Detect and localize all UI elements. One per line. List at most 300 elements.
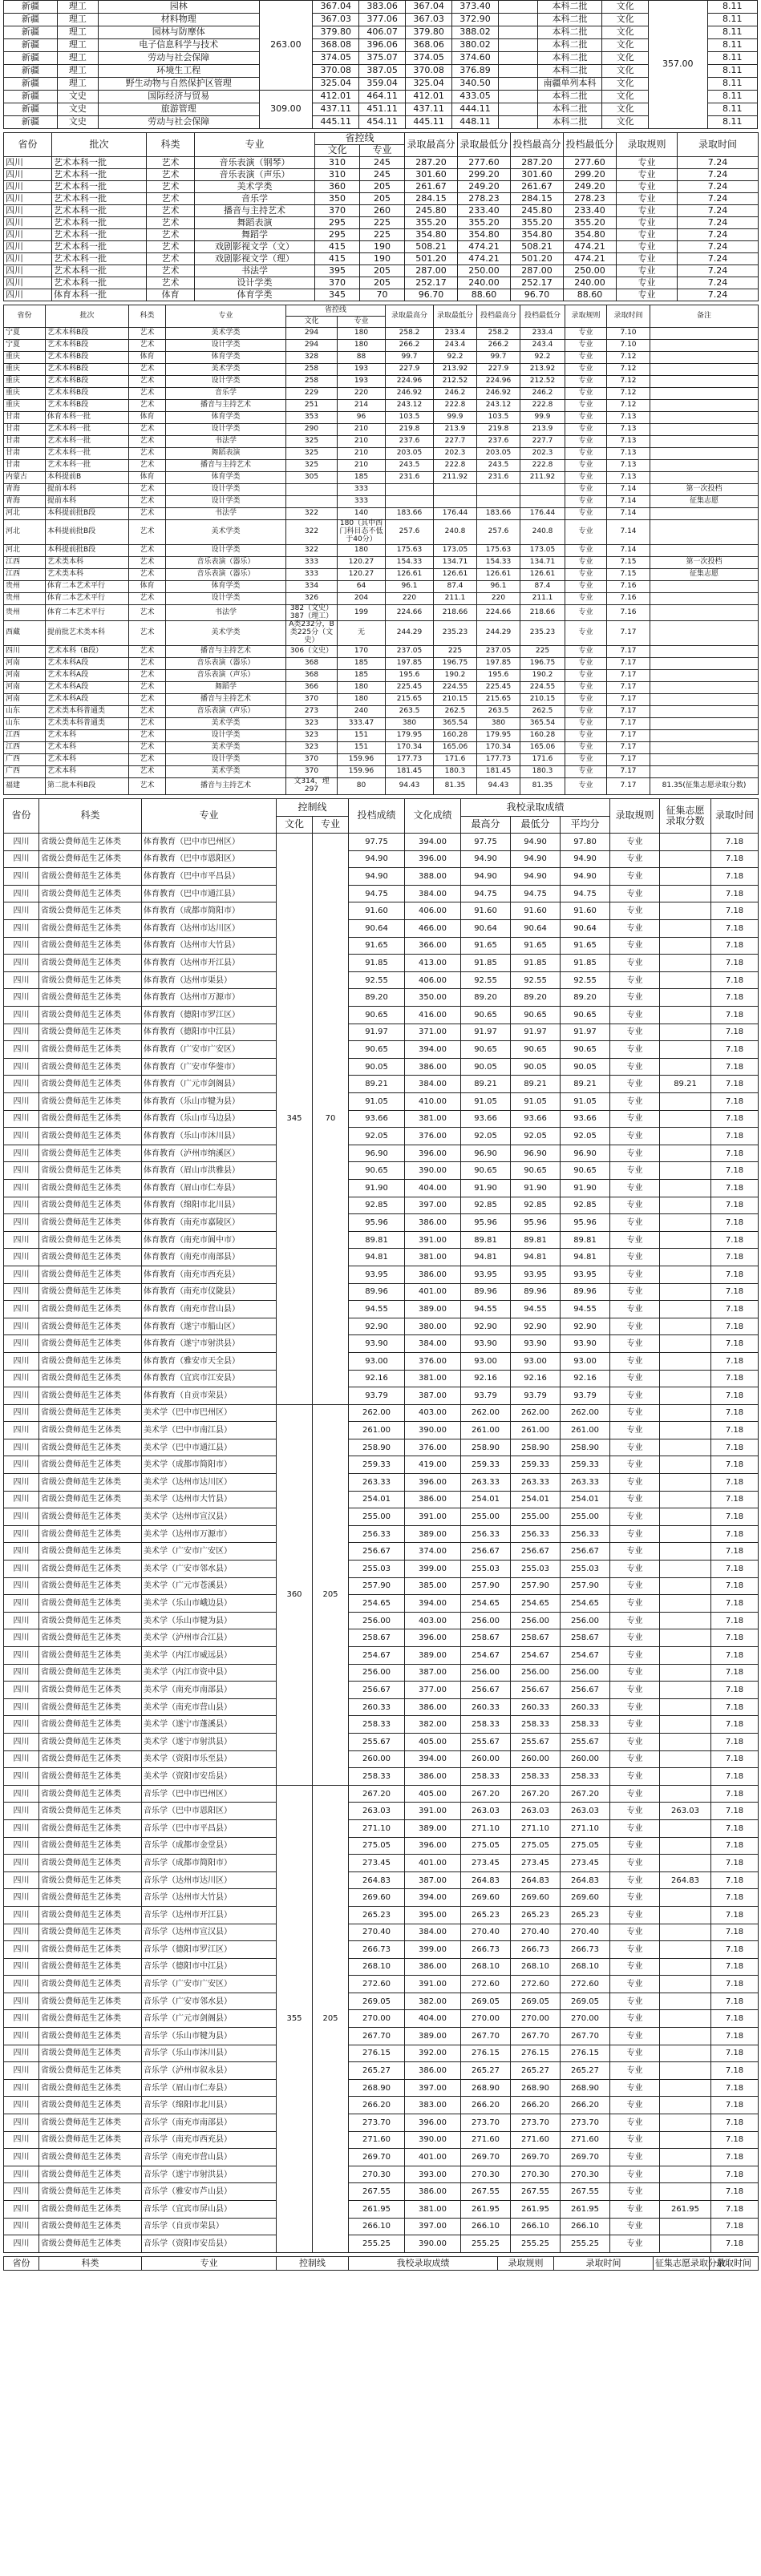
cell-category: 省级公费师范生艺体类 bbox=[39, 1612, 142, 1629]
cell-culture-score: 419.00 bbox=[405, 1456, 461, 1474]
cell-submit-min: 474.21 bbox=[564, 241, 617, 253]
cell-min: 93.00 bbox=[511, 1352, 561, 1370]
cell-province: 四川 bbox=[4, 1007, 39, 1024]
cell-culture: 368 bbox=[286, 658, 338, 670]
cell-supplement bbox=[660, 1698, 711, 1716]
cell-min: 256.00 bbox=[511, 1612, 561, 1629]
cell-time: 7.13 bbox=[607, 424, 650, 436]
cell-max: 94.90 bbox=[461, 868, 511, 886]
cell-batch: 艺术本科A段 bbox=[46, 682, 129, 694]
cell-time: 7.18 bbox=[711, 1785, 759, 1803]
cell-batch: 本科二批 bbox=[537, 52, 601, 65]
cell-major: 体育教育（广元市剑阁县） bbox=[142, 1076, 277, 1093]
cell-submit-min: 250.00 bbox=[564, 265, 617, 277]
cell-rule: 专业 bbox=[617, 181, 678, 193]
cell-rule: 专业 bbox=[610, 1266, 660, 1283]
cell-min: 93.79 bbox=[511, 1387, 561, 1405]
cell-province: 四川 bbox=[4, 1924, 39, 1941]
cell-supplement bbox=[660, 1837, 711, 1855]
cell-submit-min: 246.2 bbox=[520, 388, 565, 400]
cell-category: 文史 bbox=[57, 103, 98, 116]
cell-time: 7.17 bbox=[607, 658, 650, 670]
cell-min: 89.96 bbox=[511, 1283, 561, 1301]
cell-time: 7.18 bbox=[711, 2183, 759, 2201]
cell-culture-score: 390.00 bbox=[405, 1422, 461, 1439]
cell-culture: 333 bbox=[286, 568, 338, 580]
cell-culture-score: 404.00 bbox=[405, 1179, 461, 1197]
cell-culture-score: 397.00 bbox=[405, 2218, 461, 2235]
cell-category: 省级公费师范生艺体类 bbox=[39, 1889, 142, 1907]
cell-category: 省级公费师范生艺体类 bbox=[39, 1561, 142, 1578]
cell-rule: 专业 bbox=[610, 2218, 660, 2235]
cell-submit-score: 93.66 bbox=[349, 1110, 405, 1128]
cell-submit-min: 222.8 bbox=[520, 460, 565, 472]
cell-submit-score: 270.40 bbox=[349, 1924, 405, 1941]
cell-major: 设计学类 bbox=[166, 340, 286, 352]
cell-category: 艺术 bbox=[129, 730, 166, 742]
cell-culture: 326 bbox=[286, 592, 338, 604]
cell-category: 艺术 bbox=[129, 718, 166, 730]
table-row bbox=[4, 1837, 759, 1855]
cell-culture-score: 394.00 bbox=[405, 834, 461, 851]
cell-time: 7.17 bbox=[607, 730, 650, 742]
cell-time: 7.18 bbox=[711, 2097, 759, 2114]
cell-culture-score: 395.00 bbox=[405, 1906, 461, 1924]
header-max: 最高分 bbox=[461, 816, 511, 834]
header-category: 科类 bbox=[129, 305, 166, 328]
table-row bbox=[4, 1404, 759, 1422]
cell-submit-score: 269.05 bbox=[349, 1993, 405, 2010]
cell-min: 255.25 bbox=[511, 2235, 561, 2253]
cell-supplement bbox=[660, 2079, 711, 2097]
cell-time: 7.16 bbox=[607, 592, 650, 604]
cell-time: 7.18 bbox=[711, 1335, 759, 1353]
cell-supplement bbox=[660, 920, 711, 938]
cell-batch: 提前本科 bbox=[46, 484, 129, 496]
cell-province: 贵州 bbox=[4, 592, 46, 604]
cell-submit-max: 96.70 bbox=[511, 289, 564, 301]
cell-category: 省级公费师范生艺体类 bbox=[39, 1855, 142, 1872]
cell-max: 89.21 bbox=[461, 1076, 511, 1093]
cell-admit-max bbox=[386, 496, 434, 508]
table-row bbox=[4, 2201, 759, 2219]
cell-submit-score: 91.90 bbox=[349, 1179, 405, 1197]
cell-rule: 专业 bbox=[610, 1924, 660, 1941]
table-row bbox=[4, 1612, 759, 1629]
cell-time: 7.15 bbox=[607, 556, 650, 568]
cell-avg: 89.20 bbox=[561, 989, 610, 1007]
cell-remark bbox=[650, 508, 759, 520]
cell-admit-avg: 433.05 bbox=[452, 91, 499, 103]
cell-major: 美术学（达州市万源市） bbox=[142, 1525, 277, 1543]
cell-rule: 专业 bbox=[565, 604, 607, 621]
cell-province: 四川 bbox=[4, 169, 52, 181]
cell-culture bbox=[286, 484, 338, 496]
cell-supplement bbox=[660, 1577, 711, 1595]
cell-major: 环境生工程 bbox=[99, 65, 259, 78]
cell-supplement bbox=[660, 1733, 711, 1750]
cell-category: 省级公费师范生艺体类 bbox=[39, 2235, 142, 2253]
cell-province: 四川 bbox=[4, 289, 52, 301]
table-row bbox=[4, 14, 758, 26]
table-row bbox=[4, 376, 759, 388]
cell-time: 7.24 bbox=[678, 157, 759, 169]
cell-batch: 艺术本科A段 bbox=[46, 658, 129, 670]
cell-major: 劳动与社会保障 bbox=[99, 52, 259, 65]
cell-culture-score: 394.00 bbox=[405, 1889, 461, 1907]
cell-major: 体育教育（达州市开江县） bbox=[142, 955, 277, 972]
cell-major: 音乐学（南充市南部县） bbox=[142, 2114, 277, 2132]
cell-province: 四川 bbox=[4, 1595, 39, 1613]
cell-admit-min: 235.23 bbox=[434, 621, 477, 646]
cell-admit-max: 287.20 bbox=[405, 157, 458, 169]
cell-time: 7.12 bbox=[607, 388, 650, 400]
cell-max: 266.10 bbox=[461, 2218, 511, 2235]
cell-time: 7.18 bbox=[711, 2062, 759, 2080]
header-professional: 专业 bbox=[360, 145, 405, 157]
cell-culture-score: 381.00 bbox=[405, 2201, 461, 2219]
cell-major: 体育教育（自贡市荣县） bbox=[142, 1387, 277, 1405]
cell-admit-avg: 340.50 bbox=[452, 78, 499, 91]
cell-submit-max: 245.80 bbox=[511, 205, 564, 217]
cell-submit-min: 365.54 bbox=[520, 718, 565, 730]
cell-max: 267.70 bbox=[461, 2028, 511, 2045]
cell-supplement bbox=[660, 2010, 711, 2028]
cell-rule: 专业 bbox=[610, 1976, 660, 1993]
header-time: 录取时间 bbox=[678, 133, 759, 157]
cell-remark bbox=[650, 400, 759, 412]
cell-rule: 专业 bbox=[565, 508, 607, 520]
cell-max: 93.90 bbox=[461, 1335, 511, 1353]
cell-max: 269.05 bbox=[461, 1993, 511, 2010]
cell-min: 255.67 bbox=[511, 1733, 561, 1750]
cell-submit-score: 90.65 bbox=[349, 1007, 405, 1024]
cell-submit-max: 96.1 bbox=[477, 580, 520, 592]
cell-culture-score: 401.00 bbox=[405, 1283, 461, 1301]
cell-time: 8.11 bbox=[707, 1, 757, 14]
cell-time: 8.11 bbox=[707, 65, 757, 78]
cell-submit-min: 180.3 bbox=[520, 766, 565, 778]
cell-category: 省级公费师范生艺体类 bbox=[39, 1352, 142, 1370]
cell-blank bbox=[498, 52, 537, 65]
cell-province: 四川 bbox=[4, 1110, 39, 1128]
cell-submit-score: 260.00 bbox=[349, 1750, 405, 1768]
cell-batch: 艺术本科一批 bbox=[52, 229, 147, 241]
cell-major: 美术学类 bbox=[195, 181, 315, 193]
cell-culture-score: 389.00 bbox=[405, 1525, 461, 1543]
cell-major: 音乐学（德阳市中江县） bbox=[142, 1958, 277, 1976]
cell-avg: 93.79 bbox=[561, 1387, 610, 1405]
cell-submit-score: 260.33 bbox=[349, 1698, 405, 1716]
cell-time: 7.17 bbox=[607, 670, 650, 682]
cell-submit-min: 81.35 bbox=[520, 778, 565, 795]
cell-time: 7.18 bbox=[711, 2045, 759, 2062]
cell-professional: 88 bbox=[338, 352, 386, 364]
table-row bbox=[4, 103, 758, 116]
cell-supplement bbox=[660, 1128, 711, 1145]
cell-min: 258.67 bbox=[511, 1629, 561, 1647]
cell-major: 设计学类 bbox=[166, 544, 286, 556]
cell-admit-min: 190.2 bbox=[434, 670, 477, 682]
cell-avg: 272.60 bbox=[561, 1976, 610, 1993]
cell-category: 省级公费师范生艺体类 bbox=[39, 1041, 142, 1059]
cell-rule: 专业 bbox=[565, 778, 607, 795]
cell-time: 7.24 bbox=[678, 229, 759, 241]
cell-time: 7.18 bbox=[711, 1439, 759, 1456]
cell-province: 四川 bbox=[4, 1404, 39, 1422]
cell-submit-min: 451.11 bbox=[359, 103, 406, 116]
cell-supplement bbox=[660, 1179, 711, 1197]
cell-admit-max: 96.70 bbox=[405, 289, 458, 301]
cell-supplement bbox=[660, 1785, 711, 1803]
cell-time: 7.18 bbox=[711, 2028, 759, 2045]
cell-province: 四川 bbox=[4, 1491, 39, 1508]
cell-submit-min: 202.3 bbox=[520, 448, 565, 460]
cell-rule: 专业 bbox=[565, 388, 607, 400]
cell-rule: 专业 bbox=[610, 1837, 660, 1855]
cell-avg: 264.83 bbox=[561, 1871, 610, 1889]
cell-culture-score: 374.00 bbox=[405, 1543, 461, 1561]
cell-major: 园林与防摩体 bbox=[99, 26, 259, 39]
cell-batch: 体育本科一批 bbox=[52, 289, 147, 301]
cell-category: 省级公费师范生艺体类 bbox=[39, 1318, 142, 1335]
cell-time: 7.18 bbox=[711, 1422, 759, 1439]
cell-supplement: 89.21 bbox=[660, 1076, 711, 1093]
cell-supplement: 263.03 bbox=[660, 1803, 711, 1820]
cell-province: 四川 bbox=[4, 1024, 39, 1041]
cell-submit-score: 94.75 bbox=[349, 885, 405, 902]
cell-avg: 258.90 bbox=[561, 1439, 610, 1456]
cell-time: 7.18 bbox=[711, 1941, 759, 1959]
cell-time: 7.18 bbox=[711, 1906, 759, 1924]
cell-supplement bbox=[660, 2166, 711, 2183]
cell-submit-score: 265.23 bbox=[349, 1906, 405, 1924]
cell-avg: 90.64 bbox=[561, 920, 610, 938]
cell-rule: 专业 bbox=[610, 885, 660, 902]
cell-major: 书法学 bbox=[195, 265, 315, 277]
cell-batch: 艺术本科一批 bbox=[52, 157, 147, 169]
table-row bbox=[4, 2166, 759, 2183]
cell-category: 艺术 bbox=[129, 682, 166, 694]
cell-rule: 专业 bbox=[565, 448, 607, 460]
table-row bbox=[4, 1682, 759, 1699]
cell-rule: 专业 bbox=[610, 1716, 660, 1734]
cell-culture: 310 bbox=[315, 169, 360, 181]
cell-time: 7.24 bbox=[678, 193, 759, 205]
cell-avg: 256.33 bbox=[561, 1525, 610, 1543]
cell-major: 美术学（达州市大竹县） bbox=[142, 1491, 277, 1508]
cell-culture-score: 389.00 bbox=[405, 1647, 461, 1665]
cell-max: 255.67 bbox=[461, 1733, 511, 1750]
cell-max: 92.85 bbox=[461, 1197, 511, 1214]
cell-province: 四川 bbox=[4, 1941, 39, 1959]
cell-max: 257.90 bbox=[461, 1577, 511, 1595]
table-row bbox=[4, 1855, 759, 1872]
cell-culture-score: 386.00 bbox=[405, 1266, 461, 1283]
cell-avg: 94.90 bbox=[561, 850, 610, 868]
cell-admit-min: 213.92 bbox=[434, 364, 477, 376]
cell-type: 文化 bbox=[602, 91, 649, 103]
cell-province: 河南 bbox=[4, 694, 46, 706]
cell-batch: 体育二本艺术平行 bbox=[46, 580, 129, 592]
cell-avg: 90.65 bbox=[561, 1162, 610, 1180]
header-submit-score: 投档成绩 bbox=[349, 798, 405, 833]
table-row bbox=[4, 850, 759, 868]
cell-remark bbox=[650, 694, 759, 706]
cell-avg: 261.00 bbox=[561, 1422, 610, 1439]
cell-province: 新疆 bbox=[4, 103, 58, 116]
cell-submit-min: 262.5 bbox=[520, 706, 565, 718]
cell-max: 275.05 bbox=[461, 1837, 511, 1855]
cell-blank bbox=[498, 39, 537, 52]
table-row bbox=[4, 1007, 759, 1024]
cell-supplement bbox=[660, 1249, 711, 1266]
cell-time: 7.18 bbox=[711, 1837, 759, 1855]
cell-admit-max: 179.95 bbox=[386, 730, 434, 742]
cell-min: 95.96 bbox=[511, 1214, 561, 1232]
cell-major: 音乐学（德阳市罗江区） bbox=[142, 1941, 277, 1959]
cell-max: 256.00 bbox=[461, 1664, 511, 1682]
table-row bbox=[4, 1439, 759, 1456]
cell-time: 7.17 bbox=[607, 742, 650, 754]
cell-max: 265.23 bbox=[461, 1906, 511, 1924]
cell-submit-min: 355.20 bbox=[564, 217, 617, 229]
cell-avg: 91.60 bbox=[561, 902, 610, 920]
cell-max: 93.00 bbox=[461, 1352, 511, 1370]
cell-category: 艺术 bbox=[147, 193, 195, 205]
cell-rule: 专业 bbox=[565, 694, 607, 706]
cell-category: 省级公费师范生艺体类 bbox=[39, 1128, 142, 1145]
cell-admit-max: 231.6 bbox=[386, 472, 434, 484]
cell-category: 艺术 bbox=[147, 181, 195, 193]
table-row bbox=[4, 1162, 759, 1180]
cell-submit-score: 263.03 bbox=[349, 1803, 405, 1820]
cell-province: 四川 bbox=[4, 1768, 39, 1786]
cell-submit-score: 269.60 bbox=[349, 1889, 405, 1907]
cell-avg: 273.45 bbox=[561, 1855, 610, 1872]
cell-supplement bbox=[660, 1145, 711, 1162]
header-admit-min: 录取最低分 bbox=[434, 305, 477, 328]
cell-category: 艺术 bbox=[129, 508, 166, 520]
cell-culture: 334 bbox=[286, 580, 338, 592]
header-province: 省份 bbox=[4, 2256, 39, 2270]
cell-admit-max: 99.7 bbox=[386, 352, 434, 364]
table-row bbox=[4, 834, 759, 851]
cell-major: 播音与主持艺术 bbox=[166, 778, 286, 795]
cell-professional: 180 bbox=[338, 340, 386, 352]
table-row bbox=[4, 253, 759, 265]
cell-submit-max: 252.17 bbox=[511, 277, 564, 289]
cell-rule: 专业 bbox=[610, 1422, 660, 1439]
cell-rule: 专业 bbox=[565, 568, 607, 580]
cell-major: 设计学类 bbox=[166, 592, 286, 604]
cell-category: 省级公费师范生艺体类 bbox=[39, 1249, 142, 1266]
cell-min: 256.67 bbox=[511, 1682, 561, 1699]
cell-province: 重庆 bbox=[4, 364, 46, 376]
cell-rule: 专业 bbox=[565, 400, 607, 412]
cell-province: 四川 bbox=[4, 2028, 39, 2045]
cell-avg: 255.03 bbox=[561, 1561, 610, 1578]
cell-batch: 艺术本科一批 bbox=[46, 424, 129, 436]
cell-time: 7.16 bbox=[607, 580, 650, 592]
cell-admit-min: 368.06 bbox=[406, 39, 452, 52]
cell-major: 体育教育（巴中市通江县） bbox=[142, 885, 277, 902]
cell-avg: 266.20 bbox=[561, 2097, 610, 2114]
cell-remark bbox=[650, 472, 759, 484]
cell-max: 256.67 bbox=[461, 1682, 511, 1699]
table-row bbox=[4, 1993, 759, 2010]
cell-culture-score: 385.00 bbox=[405, 1577, 461, 1595]
cell-rule: 专业 bbox=[565, 328, 607, 340]
cell-time: 7.18 bbox=[711, 1474, 759, 1492]
cell-major: 播音与主持艺术 bbox=[195, 205, 315, 217]
cell-submit-max: 412.01 bbox=[313, 91, 359, 103]
cell-culture: 370 bbox=[315, 277, 360, 289]
cell-category: 艺术 bbox=[129, 496, 166, 508]
cell-admit-avg: 388.02 bbox=[452, 26, 499, 39]
table-row bbox=[4, 1698, 759, 1716]
cell-professional: 120.27 bbox=[338, 556, 386, 568]
table-row bbox=[4, 592, 759, 604]
cell-min: 91.05 bbox=[511, 1093, 561, 1111]
cell-category: 省级公费师范生艺体类 bbox=[39, 1283, 142, 1301]
table-row bbox=[4, 1976, 759, 1993]
cell-rule: 专业 bbox=[610, 1301, 660, 1318]
header-avg: 平均分 bbox=[561, 816, 610, 834]
cell-time: 7.18 bbox=[711, 1543, 759, 1561]
cell-major: 体育教育（达州市万源市） bbox=[142, 989, 277, 1007]
cell-culture-score: 389.00 bbox=[405, 1301, 461, 1318]
cell-submit-score: 262.00 bbox=[349, 1404, 405, 1422]
cell-admit-min: 171.6 bbox=[434, 754, 477, 766]
cell-batch: 本科提前B bbox=[46, 472, 129, 484]
cell-culture-score: 376.00 bbox=[405, 1352, 461, 1370]
cell-admit-min: 213.9 bbox=[434, 424, 477, 436]
cell-province: 四川 bbox=[4, 2235, 39, 2253]
cell-province: 宁夏 bbox=[4, 328, 46, 340]
cell-major: 音乐学（宜宾市屏山县） bbox=[142, 2201, 277, 2219]
cell-submit-max: 244.29 bbox=[477, 621, 520, 646]
cell-culture: 323 bbox=[286, 730, 338, 742]
table-row bbox=[4, 484, 759, 496]
cell-avg: 266.73 bbox=[561, 1941, 610, 1959]
cell-major: 音乐学（南充市营山县） bbox=[142, 2149, 277, 2166]
cell-avg: 276.15 bbox=[561, 2045, 610, 2062]
cell-max: 262.00 bbox=[461, 1404, 511, 1422]
cell-submit-score: 258.33 bbox=[349, 1716, 405, 1734]
cell-category: 省级公费师范生艺体类 bbox=[39, 1543, 142, 1561]
cell-time: 7.10 bbox=[607, 340, 650, 352]
cell-rule: 专业 bbox=[610, 2028, 660, 2045]
cell-max: 90.65 bbox=[461, 1041, 511, 1059]
cell-batch: 本科提前批B段 bbox=[46, 520, 129, 545]
cell-avg: 260.00 bbox=[561, 1750, 610, 1768]
table-row bbox=[4, 460, 759, 472]
cell-supplement bbox=[660, 1561, 711, 1578]
cell-culture: 258 bbox=[286, 364, 338, 376]
cell-category: 省级公费师范生艺体类 bbox=[39, 1093, 142, 1111]
cell-batch: 艺术类本科 bbox=[46, 556, 129, 568]
table-row bbox=[4, 682, 759, 694]
cell-admit-min: 87.4 bbox=[434, 580, 477, 592]
cell-province: 四川 bbox=[4, 1301, 39, 1318]
cell-rule: 专业 bbox=[610, 1525, 660, 1543]
cell-submit-score: 90.65 bbox=[349, 1162, 405, 1180]
cell-time: 7.18 bbox=[711, 2079, 759, 2097]
cell-submit-score: 258.90 bbox=[349, 1439, 405, 1456]
cell-supplement bbox=[660, 2235, 711, 2253]
cell-supplement: 261.95 bbox=[660, 2201, 711, 2219]
